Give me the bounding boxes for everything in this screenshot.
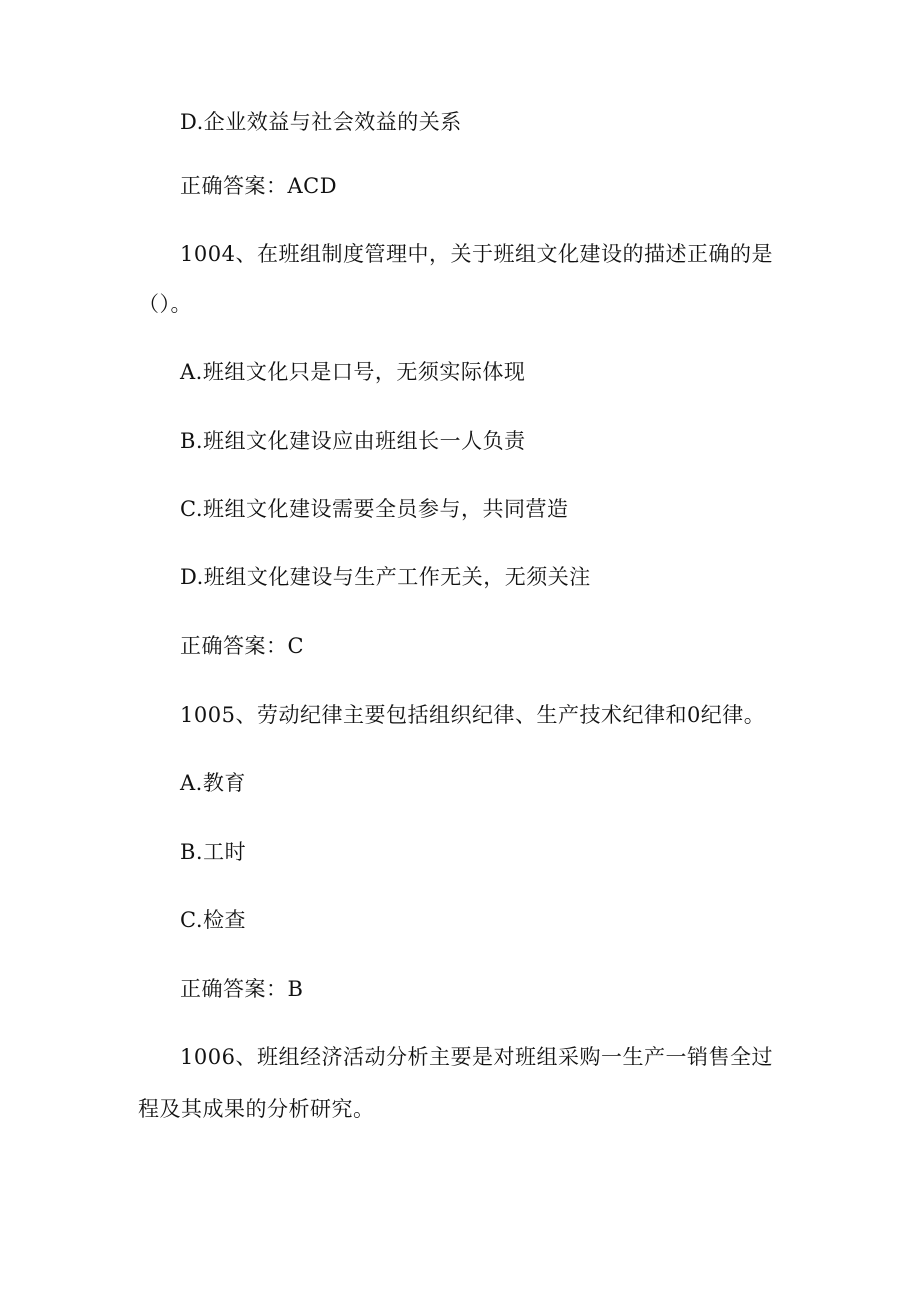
q1006-stem-line2: 程及其成果的分析研究。 (138, 1097, 375, 1121)
q1005-stem: 1005、劳动纪律主要包括组织纪律、生产技术纪律和0纪律。 (180, 703, 766, 727)
q1006-stem-line1: 1006、班组经济活动分析主要是对班组采购一生产一销售全过 (180, 1045, 773, 1069)
q1005-option-c: C.检查 (180, 908, 246, 932)
q1005-option-b: B.工时 (180, 840, 247, 864)
q1004-answer: 正确答案：C (180, 634, 305, 658)
q1004-stem-line2: （）。 (138, 292, 192, 316)
q1005-answer: 正确答案：B (180, 977, 304, 1001)
q1003-answer: 正确答案：ACD (180, 174, 338, 198)
q1003-option-d: D.企业效益与社会效益的关系 (180, 110, 462, 134)
q1004-stem-line1: 1004、在班组制度管理中，关于班组文化建设的描述正确的是 (180, 242, 773, 266)
q1004-option-c: C.班组文化建设需要全员参与，共同营造 (180, 497, 569, 521)
q1005-option-a: A.教育 (180, 771, 246, 795)
q1004-option-b: B.班组文化建设应由班组长一人负责 (180, 429, 526, 453)
q1004-option-d: D.班组文化建设与生产工作无关，无须关注 (180, 565, 591, 589)
q1004-option-a: A.班组文化只是口号，无须实际体现 (180, 360, 526, 384)
